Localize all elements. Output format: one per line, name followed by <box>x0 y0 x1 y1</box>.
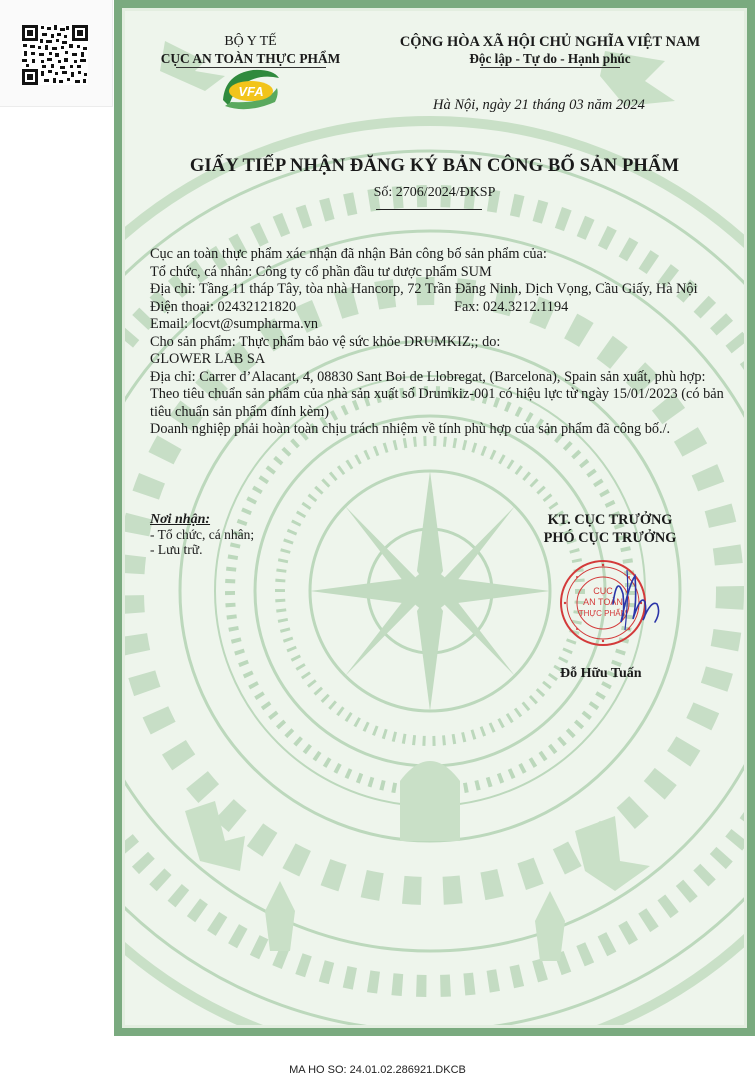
recipient-item: - Lưu trữ. <box>150 542 203 557</box>
vfa-logo-icon <box>217 66 283 116</box>
national-motto: Độc lập - Tự do - Hạnh phúc <box>469 51 631 66</box>
product-line: Cho sản phẩm: Thực phẩm bảo vệ sức khỏe DRUMKIZ;; do: <box>150 333 501 350</box>
signer-name: Đỗ Hữu Tuấn <box>560 666 642 681</box>
fax-line: Fax: 024.3212.1194 <box>454 298 569 315</box>
address-line: Địa chỉ: Tầng 11 tháp Tây, tòa nhà Hancorp, 72 Trần Đăng Ninh, Dịch Vọng, Cầu Giấy, Hà Nội <box>150 281 698 297</box>
signature-title-line2: PHÓ CỤC TRƯỞNG <box>543 529 677 546</box>
document-title: GIẤY TIẾP NHẬN ĐĂNG KÝ BẢN CÔNG BỐ SẢN PHẨM <box>189 155 680 176</box>
number-underline <box>376 209 482 210</box>
dossier-code: MA HO SO: 24.01.02.286921.DKCB <box>289 1064 466 1076</box>
contact-row <box>150 299 725 317</box>
phone-line: Điện thoại: 02432121820 <box>150 298 297 315</box>
standard-line: Theo tiêu chuẩn sản phẩm của nhà sản xuất số Drumkiz-001 có hiệu lực từ ngày 15/01/2023 (có bản tiêu chuẩn sản phẩm đính kèm) <box>150 386 724 420</box>
national-header <box>375 34 725 68</box>
issuer-header <box>143 34 358 68</box>
svg-text:THỰC PHẨM: THỰC PHẨM <box>578 609 628 618</box>
email-line: Email: locvt@sumpharma.vn <box>150 316 319 332</box>
document-number: Số: 2706/2024/ĐKSP <box>373 185 496 200</box>
recipients-label: Nơi nhận: <box>150 512 211 527</box>
certificate-body <box>150 246 725 439</box>
signature-icon <box>595 564 675 634</box>
intro-text: Cục an toàn thực phẩm xác nhận đã nhận Bản công bố sản phẩm của: <box>150 246 547 262</box>
svg-text:AN TOÀN: AN TOÀN <box>583 597 623 607</box>
responsibility-line: Doanh nghiệp phải hoàn toàn chịu trách nhiệm về tính phù hợp của sản phẩm đã công bố./. <box>150 421 671 437</box>
signature-block <box>495 512 725 547</box>
signature-title-line1: KT. CỤC TRƯỞNG <box>547 512 673 528</box>
motto-underline <box>480 67 620 68</box>
organization-line: Tổ chức, cá nhân: Công ty cổ phần đầu tư dược phẩm SUM <box>150 263 492 280</box>
issue-date: Hà Nội, ngày 21 tháng 03 năm 2024 <box>433 97 645 113</box>
qr-code-icon <box>22 25 88 85</box>
certificate-paper <box>122 8 747 1028</box>
recipients-block <box>150 512 254 557</box>
manufacturer-name: GLOWER LAB SA <box>150 351 266 367</box>
ministry-name: BỘ Y TẾ <box>224 34 277 49</box>
agency-name: CỤC AN TOÀN THỰC PHẨM <box>160 51 341 66</box>
svg-text:CỤC: CỤC <box>593 586 613 596</box>
manufacturer-address: Địa chỉ: Carrer d’Alacant, 4, 08830 Sant Boi de Llobregat, (Barcelona), Spain sản xuất, phù hợp: <box>150 368 706 385</box>
logo-text: VFA <box>238 84 264 99</box>
republic-name: CỘNG HÒA XÃ HỘI CHỦ NGHĨA VIỆT NAM <box>399 34 701 50</box>
certificate-frame <box>114 0 755 1036</box>
qr-code-panel <box>0 0 113 107</box>
recipient-item: - Tổ chức, cá nhân; <box>150 527 255 542</box>
